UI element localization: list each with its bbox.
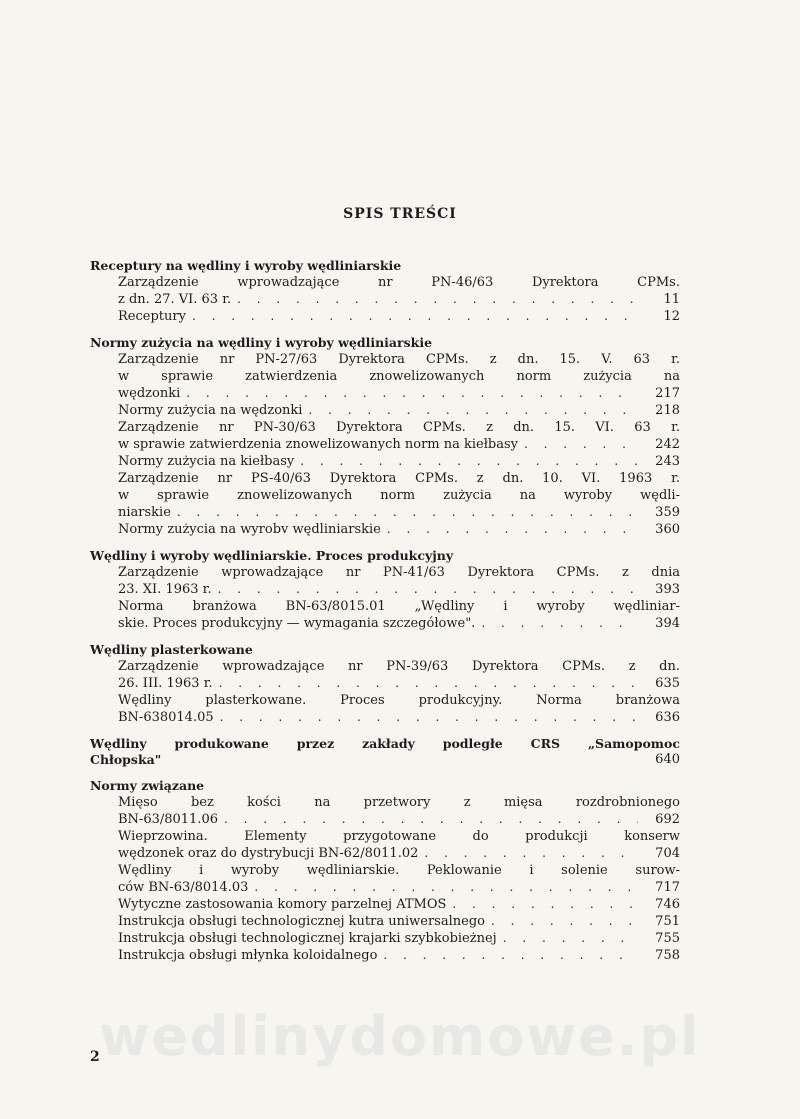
- toc-entry-text: ców BN-63/8014.03: [118, 880, 249, 895]
- toc-entry-text: wędzonki: [118, 386, 181, 401]
- toc-line: [118, 385, 680, 402]
- dot-leader: [387, 521, 638, 538]
- toc-entry-text: Zarządzenie nr PS-40/63 Dyrektora CPMs. z dn. 10. VI. 1963 r.: [118, 471, 680, 486]
- section-heading: Receptury na wędliny i wyroby wędliniarskie: [90, 258, 402, 273]
- page-ref: 242: [655, 437, 680, 452]
- toc-line: [118, 896, 680, 913]
- page-ref: 635: [655, 676, 680, 691]
- dot-leader: [308, 402, 638, 419]
- toc-section: [90, 642, 680, 726]
- section-heading-text: Chłopska": [90, 752, 162, 767]
- page-ref: 755: [655, 931, 680, 946]
- toc-entry: [118, 598, 680, 632]
- toc-line: [118, 692, 680, 709]
- toc-entry: [118, 828, 680, 862]
- toc-entry: [118, 913, 680, 930]
- toc-entry-text: Zarządzenie wprowadzające nr PN-41/63 Dyrektora CPMs. z dnia: [118, 565, 680, 580]
- toc-entry-text: Zarządzenie wprowadzające nr PN-39/63 Dyrektora CPMs. z dn.: [118, 659, 680, 674]
- toc-entry-text: skie. Proces produkcyjny — wymagania szczegółowe".: [118, 616, 476, 631]
- dot-leader: [177, 504, 638, 521]
- toc-entry: [118, 274, 680, 308]
- dot-leader: [218, 581, 638, 598]
- toc-entry-text: Zarządzenie wprowadzające nr PN-46/63 Dyrektora CPMs.: [118, 275, 680, 290]
- toc-line: [118, 521, 680, 538]
- page-ref: 746: [655, 897, 680, 912]
- page-ref: 758: [655, 948, 680, 963]
- toc-line: [118, 913, 680, 930]
- toc-entry-text: Zarządzenie nr PN-30/63 Dyrektora CPMs. z dn. 15. VI. 63 r.: [118, 420, 680, 435]
- toc-entry-text: Norma branżowa BN-63/8015.01 „Wędliny i wyroby wędliniar-: [118, 599, 680, 614]
- dot-leader: [224, 811, 638, 828]
- page-ref: 12: [663, 309, 680, 324]
- toc-entry-text: Wytyczne zastosowania komory parzelnej ATMOS: [118, 897, 447, 912]
- dot-leader: [300, 453, 638, 470]
- toc-entry-text: Instrukcja obsługi technologicznej kutra uniwersalnego: [118, 914, 485, 929]
- dot-leader: [192, 308, 638, 325]
- page-ref: 243: [655, 454, 680, 469]
- toc-entry: [118, 308, 680, 325]
- page-ref: 717: [655, 880, 680, 895]
- dot-leader: [219, 675, 638, 692]
- dot-leader: [503, 930, 638, 947]
- table-of-contents: [90, 258, 680, 974]
- toc-line: [118, 828, 680, 845]
- toc-line: [118, 581, 680, 598]
- dot-leader: [220, 709, 638, 726]
- toc-entry-text: w sprawie zatwierdzenia znowelizowanych norm na kiełbasy: [118, 437, 519, 452]
- page-ref: 636: [655, 710, 680, 725]
- toc-entry-text: Normy zużycia na wyrobv wędliniarskie: [118, 522, 381, 537]
- page-number: 2: [90, 1049, 100, 1065]
- toc-entry: [118, 862, 680, 896]
- dot-leader: [383, 947, 638, 964]
- toc-line: [118, 794, 680, 811]
- page-ref: 217: [655, 386, 680, 401]
- toc-line: [118, 811, 680, 828]
- toc-line: [118, 947, 680, 964]
- toc-entry: [118, 930, 680, 947]
- toc-entry-text: 23. XI. 1963 r.: [118, 582, 212, 597]
- toc-entry-text: Mięso bez kości na przetwory z mięsa rozdrobnionego: [118, 795, 680, 810]
- toc-line: [118, 879, 680, 896]
- dot-leader: [237, 291, 638, 308]
- page-ref: 640: [655, 752, 680, 767]
- toc-section: [90, 335, 680, 538]
- toc-entry-text: Wędliny plasterkowane. Proces produkcyjny. Norma branżowa: [118, 693, 680, 708]
- dot-leader: [524, 436, 638, 453]
- toc-entry-text: Receptury: [118, 309, 186, 324]
- toc-line: [118, 402, 680, 419]
- toc-line: [118, 675, 680, 692]
- dot-leader: [254, 879, 638, 896]
- toc-line: [118, 351, 680, 368]
- toc-line: [118, 862, 680, 879]
- page-ref: 359: [655, 505, 680, 520]
- toc-line: [118, 470, 680, 487]
- toc-line: [118, 436, 680, 453]
- toc-entry-text: wędzonek oraz do dystrybucji BN-62/8011.02: [118, 846, 419, 861]
- toc-line: [118, 453, 680, 470]
- toc-entry-text: Instrukcja obsługi młynka koloidalnego: [118, 948, 378, 963]
- toc-line: [118, 419, 680, 436]
- page-ref: 393: [655, 582, 680, 597]
- dot-leader: [452, 896, 638, 913]
- toc-line: [118, 658, 680, 675]
- page-ref: 218: [655, 403, 680, 418]
- toc-line: [118, 487, 680, 504]
- toc-entry-text: z dn. 27. VI. 63 r.: [118, 292, 232, 307]
- page-ref: 394: [655, 616, 680, 631]
- dot-leader: [424, 845, 638, 862]
- toc-line: [118, 274, 680, 291]
- page-ref: 751: [655, 914, 680, 929]
- page-ref: 692: [655, 812, 680, 827]
- section-heading: Wędliny plasterkowane: [90, 642, 253, 657]
- section-heading-text: Wędliny produkowane przez zakłady podległe CRS „Samopomoc: [90, 736, 680, 751]
- toc-entry-text: BN-638014.05: [118, 710, 214, 725]
- toc-entry: [118, 658, 680, 692]
- toc-line: [118, 709, 680, 726]
- toc-entry-text: w sprawie zatwierdzenia znowelizowanych norm zużycia na: [118, 369, 680, 384]
- page-ref: 704: [655, 846, 680, 861]
- toc-line: [118, 504, 680, 521]
- toc-section: [90, 258, 680, 325]
- toc-entry: [118, 692, 680, 726]
- toc-entry: [118, 896, 680, 913]
- toc-entry-text: Normy zużycia na wędzonki: [118, 403, 303, 418]
- toc-entry: [118, 402, 680, 419]
- page-title: SPIS TREŚCI: [343, 206, 457, 222]
- toc-line: [118, 845, 680, 862]
- toc-section: [90, 736, 680, 768]
- section-heading: Normy związane: [90, 778, 205, 793]
- toc-line: [118, 615, 680, 632]
- toc-entry: [118, 564, 680, 598]
- section-heading: [90, 736, 680, 752]
- toc-section: [90, 548, 680, 632]
- dot-leader: [481, 615, 638, 632]
- dot-leader: [491, 913, 638, 930]
- watermark: wedlinydomowe.pl: [99, 1005, 701, 1068]
- dot-leader: [186, 385, 638, 402]
- toc-section: [90, 778, 680, 964]
- toc-line: [118, 930, 680, 947]
- toc-entry-text: Wieprzowina. Elementy przygotowane do produkcji konserw: [118, 829, 680, 844]
- toc-entry-text: w sprawie znowelizowanych norm zużycia na wyroby wędli-: [118, 488, 680, 503]
- toc-entry-text: niarskie: [118, 505, 171, 520]
- toc-line: [118, 368, 680, 385]
- toc-entry-text: Normy zużycia na kiełbasy: [118, 454, 295, 469]
- toc-entry-text: BN-63/8011.06: [118, 812, 219, 827]
- section-heading: [90, 752, 680, 768]
- toc-line: [118, 291, 680, 308]
- toc-line: [118, 308, 680, 325]
- toc-entry: [118, 947, 680, 964]
- page-ref: 360: [655, 522, 680, 537]
- section-heading: Normy zużycia na wędliny i wyroby wędliniarskie: [90, 335, 433, 350]
- page-ref: 11: [663, 292, 680, 307]
- toc-entry: [118, 794, 680, 828]
- toc-entry-text: 26. III. 1963 r.: [118, 676, 213, 691]
- toc-line: [118, 598, 680, 615]
- toc-entry-text: Instrukcja obsługi technologicznej krajarki szybkobieżnej: [118, 931, 497, 946]
- toc-entry: [118, 453, 680, 470]
- toc-entry: [118, 351, 680, 402]
- toc-entry-text: Zarządzenie nr PN-27/63 Dyrektora CPMs. z dn. 15. V. 63 r.: [118, 352, 680, 367]
- section-heading: Wędliny i wyroby wędliniarskie. Proces produkcyjny: [90, 548, 454, 563]
- toc-line: [118, 564, 680, 581]
- toc-entry: [118, 521, 680, 538]
- toc-entry: [118, 419, 680, 453]
- toc-entry: [118, 470, 680, 521]
- toc-entry-text: Wędliny i wyroby wędliniarskie. Peklowanie i solenie surow-: [118, 863, 680, 878]
